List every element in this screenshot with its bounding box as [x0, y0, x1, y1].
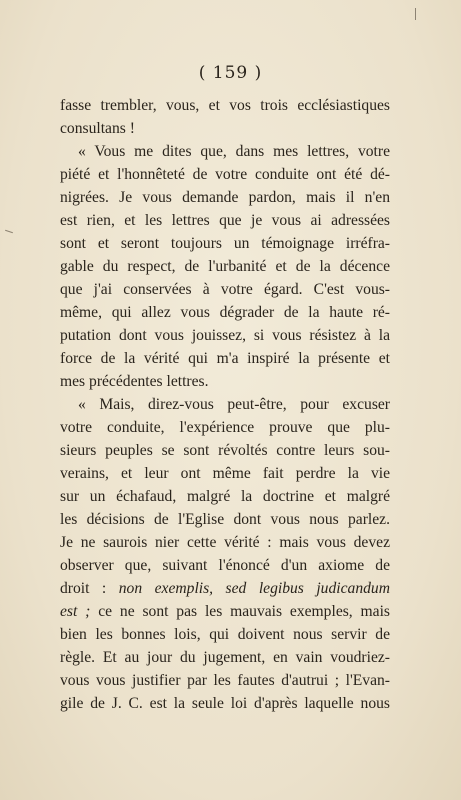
- page-number: ( 159 ): [198, 63, 263, 83]
- text-line: fasse trembler, vous, et vos trois ecclésiastiques: [60, 97, 390, 114]
- text-line: Je ne saurois nier cette vérité : mais vous devez: [60, 534, 390, 551]
- text-line: mes précédentes lettres.: [60, 373, 209, 390]
- text-line: est rien, et les lettres que je vous ai adressées: [60, 212, 390, 229]
- text-line: force de la vérité qui m'a inspiré la présente et: [60, 350, 390, 367]
- text-line: même, qui allez vous dégrader de la haute ré-: [60, 304, 390, 321]
- text-line: « Mais, direz-vous peut-être, pour excuser: [78, 396, 390, 413]
- text-line: sur un échafaud, malgré la doctrine et malgré: [60, 488, 390, 505]
- margin-mark: [5, 230, 13, 233]
- text-line: piété et l'honnêteté de votre conduite ont été dé-: [60, 166, 390, 183]
- text-line: règle. Et au jour du jugement, en vain voudriez-: [60, 649, 390, 666]
- text-line: est ; ce ne sont pas les mauvais exemples, mais: [60, 603, 391, 620]
- text-line: sont et seront toujours un témoignage irréfra-: [60, 235, 390, 252]
- text-line: « Vous me dites que, dans mes lettres, votre: [78, 143, 390, 160]
- text-line: sieurs peuples se sont révoltés contre leurs sou-: [60, 442, 390, 459]
- text-line: vous vous justifier par les fautes d'autrui ; l'Evan-: [60, 672, 390, 689]
- text-line: les décisions de l'Eglise dont vous nous parlez.: [60, 511, 390, 528]
- text-line: que j'ai conservées à votre égard. C'est vous-: [60, 281, 390, 298]
- body-text: [60, 94, 390, 715]
- text-line: votre conduite, l'expérience prouve que plu-: [60, 419, 390, 436]
- margin-mark: [415, 8, 416, 20]
- text-line: droit : non exemplis, sed legibus judicandum: [60, 580, 390, 597]
- latin-phrase: est ;: [60, 603, 91, 620]
- text-line: gile de J. C. est la seule loi d'après laquelle nous: [60, 695, 390, 712]
- text-line: observer que, suivant l'énoncé d'un axiome de: [60, 557, 390, 574]
- latin-phrase: non exemplis, sed legibus judicandum: [118, 580, 390, 597]
- text-line: putation dont vous jouissez, si vous résistez à la: [60, 327, 390, 344]
- text-line: verains, et leur ont même fait perdre la vie: [60, 465, 390, 482]
- text-line: bien les bonnes lois, qui doivent nous servir de: [60, 626, 390, 643]
- text-line: gable du respect, de l'urbanité et de la décence: [60, 258, 390, 275]
- text-line: nigrées. Je vous demande pardon, mais il n'en: [60, 189, 390, 206]
- text-line: consultans !: [60, 120, 135, 137]
